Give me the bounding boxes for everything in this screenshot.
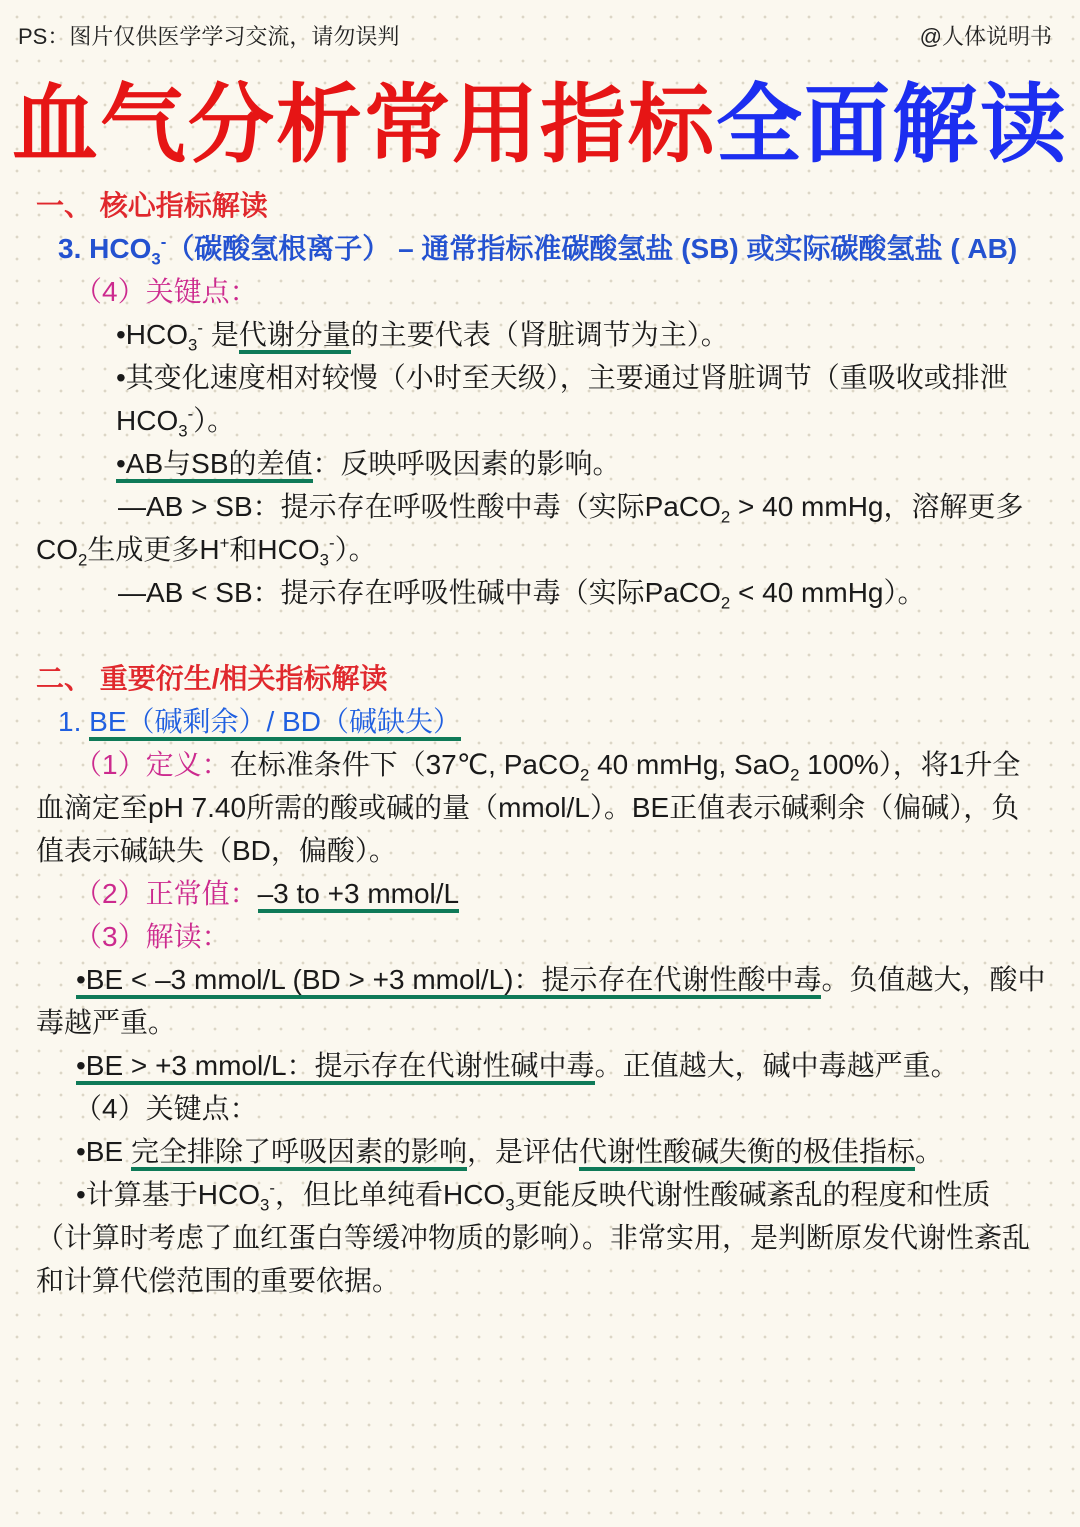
b1-sup: - [197,318,203,338]
title-red-part: 血气分析常用指标 [12,75,716,175]
hco3-sup: - [160,232,167,252]
key-be-excludes-respiratory [36,1130,1046,1173]
item1-number: 1. [58,706,90,737]
def-text-b: 40 mmHg, SaO [589,749,791,780]
bullet-ab-sb-difference [36,442,1046,485]
i1-rest: 。负值越大，酸中毒越严重。 [36,964,1046,1038]
def-text-c: 100%），将1升全血滴定至pH 7.40所需的酸或碱的量（mmol/L）。BE正值表示碱剩余（偏碱），负值表示碱缺失（BD，偏酸）。 [36,749,1021,866]
section1-item3-title [36,227,1046,270]
interp-metabolic-alkalosis [36,1044,1046,1087]
k1-underlined-1: 完全排除了呼吸因素的影响 [131,1136,467,1171]
b2-sub: 3 [178,421,188,441]
title-blue-part: 全面解读 [716,75,1068,175]
document-body [36,184,1046,1302]
d1-text-b: > 40 mmHg，溶解更多CO [36,491,1024,565]
def-sub1: 2 [579,765,590,785]
k1-underlined-2: 代谢性酸碱失衡的极佳指标 [579,1136,915,1171]
k1-text-c: 。 [914,1136,943,1167]
d2-sub: 2 [720,593,731,613]
k1-text-b: ，是评估 [466,1136,579,1167]
key-calculation-basis [36,1173,1046,1302]
def-text-a: 在标准条件下（37℃, PaCO [229,749,580,780]
section-spacer [36,614,1046,657]
k2-sub2: 3 [505,1195,515,1215]
be-definition [36,743,1046,872]
k1-text-a: •BE [76,1136,131,1167]
d1-text-d: 和HCO [229,534,320,565]
section2-item1-title [36,700,1046,743]
k2-sup1: - [269,1178,275,1198]
section1-keypoint-label: （4）关键点： [74,276,258,307]
k2-text-a: •计算基于HCO [76,1179,261,1210]
i1-underlined: •BE < –3 mmol/L (BD > +3 mmol/L)：提示存在代谢性酸中毒 [76,964,821,999]
item3-rest: （碳酸氢根离子） – 通常指标准碳酸氢盐 (SB) 或实际碳酸氢盐 ( AB) [166,233,1018,264]
bullet-hco3-metabolic [36,313,1046,356]
hco3-text: 3. HCO [58,233,152,264]
i2-underlined: •BE > +3 mmol/L：提示存在代谢性碱中毒 [76,1050,595,1085]
k2-sub1: 3 [260,1195,270,1215]
k2-text-c: 更能反映代谢性酸碱紊乱的程度和性质（计算时考虑了血红蛋白等缓冲物质的影响）。非常实用，是判断原发代谢性紊乱和计算代偿范围的重要依据。 [36,1179,1031,1296]
def-label: （1）定义： [74,749,230,780]
d1-sub2: 2 [78,550,88,570]
def-sub2: 2 [790,765,800,785]
d1-sub1: 2 [720,507,731,527]
b1-text-c: 的主要代表（肾脏调节为主）。 [350,319,729,350]
item1-title-underlined: BE（碱剩余）/ BD（碱缺失） [89,706,461,741]
d1-sup2: - [328,533,335,553]
d1-sup1: + [219,533,230,553]
bullet-change-speed [36,356,1046,442]
i2-rest: 。正值越大，碱中毒越严重。 [594,1050,959,1081]
dash-ab-lt-sb [36,571,1046,614]
disclaimer-note: PS：图片仅供医学学习交流，请勿误判 [18,24,400,49]
b3-underlined: •AB与SB的差值 [116,448,313,483]
d1-sub3: 3 [319,550,329,570]
hco3-sub: 3 [151,249,161,269]
d1-text-a: —AB > SB：提示存在呼吸性酸中毒（实际PaCO [118,491,721,522]
section1-heading: 一、 核心指标解读 [36,190,268,221]
b1-text-b: 是 [202,319,239,350]
b3-rest: ：反映呼吸因素的影响。 [312,448,621,479]
d1-text-e: ）。 [334,534,377,565]
b2-text-a: •其变化速度相对较慢（小时至天级），主要通过肾脏调节（重吸收或排泄HCO [116,362,1008,436]
be-normal-value [36,872,1046,915]
d2-text-b: < 40 mmHg）。 [730,577,926,608]
normal-value: –3 to +3 mmol/L [258,878,460,913]
b1-sub: 3 [188,335,198,355]
dash-ab-gt-sb [36,485,1046,571]
top-bar [18,20,1052,52]
page-title [0,70,1080,180]
section2-heading: 二、 重要衍生/相关指标解读 [36,663,388,694]
b2-sup: - [187,404,194,424]
author-handle: @人体说明书 [919,24,1052,49]
interp-metabolic-acidosis [36,958,1046,1044]
d1-text-c: 生成更多H [87,534,220,565]
be-interpretation-label: （3）解读： [74,921,230,952]
b2-text-b: ）。 [193,405,236,436]
b1-underlined: 代谢分量 [239,319,351,354]
b1-text-a: •HCO [116,319,189,350]
k2-text-b: ，但比单纯看HCO [274,1179,506,1210]
normal-label: （2）正常值： [74,878,258,909]
d2-text-a: —AB < SB：提示存在呼吸性碱中毒（实际PaCO [118,577,721,608]
section2-keypoint-label: （4）关键点： [74,1093,258,1124]
